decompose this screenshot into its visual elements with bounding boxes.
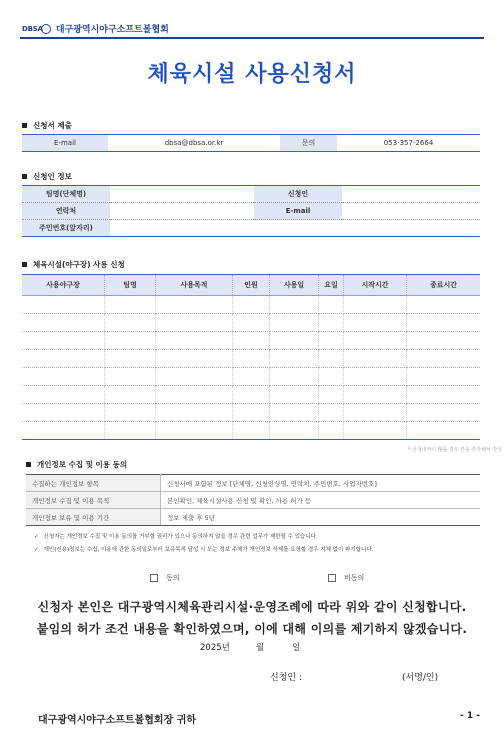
table-cell[interactable] [105, 386, 156, 404]
column-header: 요일 [319, 275, 344, 296]
table-cell[interactable] [156, 296, 233, 314]
table-cell[interactable] [407, 314, 481, 332]
signature-placeholder: (서명/인) [401, 673, 439, 683]
table-cell[interactable] [105, 404, 156, 422]
table-cell[interactable] [22, 314, 105, 332]
privacy-period-label: 개인정보 보유 및 이용 기간 [26, 509, 161, 526]
table-cell[interactable] [407, 386, 481, 404]
date-year: 2025년 [200, 643, 230, 653]
table-cell[interactable] [105, 314, 156, 332]
table-cell[interactable] [344, 386, 407, 404]
signature-row [270, 670, 438, 683]
contact-label: 연락처 [22, 203, 110, 220]
facility-section-title [22, 259, 125, 270]
table-cell[interactable] [22, 422, 105, 440]
privacy-table [26, 474, 480, 526]
table-cell[interactable] [344, 332, 407, 350]
table-cell[interactable] [233, 332, 270, 350]
section-title-text: 신청서 제출 [33, 121, 72, 130]
signature-field[interactable] [302, 670, 402, 683]
rrn-label: 주민번호(앞자리) [22, 220, 110, 237]
check-icon: ✓ [34, 547, 39, 553]
table-cell[interactable] [270, 386, 319, 404]
date-day: 일 [292, 643, 301, 653]
table-cell[interactable] [319, 350, 344, 368]
table-row [22, 368, 480, 386]
table-row [22, 332, 480, 350]
table-cell[interactable] [319, 386, 344, 404]
table-cell[interactable] [270, 368, 319, 386]
table-note: * 신청내역이 많을 경우 칸을 추가해서 작성 [407, 447, 502, 453]
email-label: E-mail [254, 203, 342, 220]
table-cell[interactable] [233, 350, 270, 368]
date-row [200, 641, 300, 653]
table-cell[interactable] [319, 422, 344, 440]
statement-line-2: 붙임의 허가 조건 내용을 확인하였으며, 이에 대해 이의를 제기하지 않겠습니다. [36, 622, 468, 636]
square-bullet-icon [22, 262, 27, 267]
column-header: 종료시간 [407, 275, 481, 296]
table-cell[interactable] [270, 350, 319, 368]
table-cell[interactable] [105, 350, 156, 368]
table-cell[interactable] [105, 422, 156, 440]
statement-line-1: 신청자 본인은 대구광역시체육관리시설·운영조례에 따라 위와 같이 신청합니다. [37, 600, 467, 614]
org-name: 대구광역시야구소프트볼협회 [55, 25, 169, 35]
rrn-field[interactable] [110, 220, 480, 237]
table-row [22, 404, 480, 422]
square-bullet-icon [26, 462, 31, 467]
email-field[interactable] [342, 203, 480, 220]
table-cell[interactable] [407, 404, 481, 422]
table-cell[interactable] [233, 296, 270, 314]
table-row [22, 422, 480, 440]
table-cell[interactable] [270, 314, 319, 332]
table-cell[interactable] [22, 368, 105, 386]
table-cell[interactable] [22, 350, 105, 368]
table-cell[interactable] [407, 368, 481, 386]
table-cell[interactable] [344, 368, 407, 386]
table-cell[interactable] [344, 314, 407, 332]
header-divider [20, 37, 484, 39]
agree-label: 동의 [166, 574, 180, 582]
signature-label: 신청인 : [270, 673, 302, 683]
disagree-option[interactable] [328, 573, 364, 583]
table-cell[interactable] [233, 422, 270, 440]
table-cell[interactable] [22, 332, 105, 350]
table-cell[interactable] [407, 332, 481, 350]
section-title-text: 신청인 정보 [33, 172, 72, 181]
table-cell[interactable] [319, 404, 344, 422]
contact-value: 053-357-2664 [337, 135, 480, 152]
table-cell[interactable] [156, 422, 233, 440]
table-cell[interactable] [22, 296, 105, 314]
section-title-text: 개인정보 수집 및 이용 동의 [37, 460, 128, 469]
email-value[interactable]: dbsa@dbsa.or.kr [108, 135, 280, 152]
contact-label: 문의 [280, 135, 337, 152]
table-cell[interactable] [344, 296, 407, 314]
applicant-label: 신청인 [254, 186, 342, 203]
table-cell[interactable] [233, 404, 270, 422]
contact-field[interactable] [110, 203, 254, 220]
table-cell[interactable] [344, 422, 407, 440]
privacy-section-title [26, 459, 127, 470]
agree-checkbox[interactable] [150, 574, 158, 582]
table-cell[interactable] [319, 332, 344, 350]
notice-text: 개인(신용)정보는 수집, 이용에 관한 동의일로부터 보유목적 달성 시 또는 정보 주체가 개인정보 삭제를 요청할 경우 지체 없이 파기합니다. [43, 547, 374, 553]
table-cell[interactable] [233, 368, 270, 386]
table-cell[interactable] [156, 314, 233, 332]
table-cell[interactable] [319, 296, 344, 314]
table-cell[interactable] [22, 386, 105, 404]
submission-section-title [22, 120, 72, 131]
table-cell[interactable] [407, 296, 481, 314]
table-cell[interactable] [156, 332, 233, 350]
table-cell[interactable] [105, 296, 156, 314]
table-cell[interactable] [344, 350, 407, 368]
table-cell[interactable] [270, 332, 319, 350]
disagree-label: 비동의 [344, 574, 365, 582]
facility-rows [22, 296, 480, 440]
header [22, 22, 169, 35]
submission-table [22, 134, 480, 152]
applicant-field[interactable] [342, 186, 480, 203]
page-title: 체육시설 사용신청서 [147, 62, 357, 87]
privacy-period-value: 정보 제출 후 5년 [161, 509, 481, 526]
square-bullet-icon [22, 174, 27, 179]
table-row [22, 386, 480, 404]
team-label: 팀명(단체명) [22, 186, 110, 203]
table-cell[interactable] [22, 404, 105, 422]
privacy-purpose-value: 본인확인, 체육시설사용 신청 및 확인, 사용 허가 등 [161, 492, 481, 509]
column-header: 사용야구장 [22, 275, 105, 296]
table-cell[interactable] [319, 314, 344, 332]
column-header: 인원 [233, 275, 270, 296]
table-cell[interactable] [270, 422, 319, 440]
check-icon: ✓ [34, 534, 39, 540]
disagree-checkbox[interactable] [328, 574, 336, 582]
facility-table [22, 274, 480, 440]
table-cell[interactable] [407, 422, 481, 440]
table-cell[interactable] [156, 386, 233, 404]
square-bullet-icon [22, 123, 27, 128]
addressee: 대구광역시야구소프트볼협회장 귀하 [38, 715, 197, 726]
applicant-section-title [22, 171, 72, 182]
agree-option[interactable] [150, 573, 180, 583]
table-row [22, 350, 480, 368]
applicant-table [22, 185, 480, 237]
privacy-notice-1 [34, 532, 318, 540]
column-header: 시작시간 [344, 275, 407, 296]
page-number: - 1 - [460, 711, 480, 721]
table-cell[interactable] [156, 350, 233, 368]
logo-text: DBSA [22, 24, 43, 33]
table-cell[interactable] [233, 386, 270, 404]
privacy-notice-2 [34, 545, 373, 553]
column-header: 사용목적 [156, 275, 233, 296]
table-cell[interactable] [105, 368, 156, 386]
table-cell[interactable] [270, 296, 319, 314]
table-row [22, 314, 480, 332]
logo [22, 24, 52, 34]
table-cell[interactable] [156, 404, 233, 422]
table-row [22, 296, 480, 314]
privacy-item-value: 신청서에 포함된 정보 [단체명, 신청인성명, 연락처, 주민번호, 사업자번호] [161, 475, 481, 492]
section-title-text: 체육시설(야구장) 사용 신청 [33, 260, 125, 269]
notice-text: 신청자는 개인정보 수집 및 이용 동의를 거부할 권리가 있으나 동의하지 않을 경우 관련 업무가 제한될 수 있습니다. [43, 534, 318, 540]
baseball-icon [41, 24, 51, 34]
team-field[interactable] [110, 186, 254, 203]
column-header: 팀명 [105, 275, 156, 296]
table-cell[interactable] [270, 404, 319, 422]
table-cell[interactable] [233, 314, 270, 332]
table-cell[interactable] [319, 368, 344, 386]
date-month: 월 [255, 643, 265, 653]
table-cell[interactable] [105, 332, 156, 350]
column-header: 사용일 [270, 275, 319, 296]
table-cell[interactable] [407, 350, 481, 368]
privacy-item-label: 수집하는 개인정보 항목 [26, 475, 161, 492]
table-cell[interactable] [344, 404, 407, 422]
privacy-purpose-label: 개인정보 수집 및 이용 목적 [26, 492, 161, 509]
email-label: E-mail [22, 135, 108, 152]
table-cell[interactable] [156, 368, 233, 386]
